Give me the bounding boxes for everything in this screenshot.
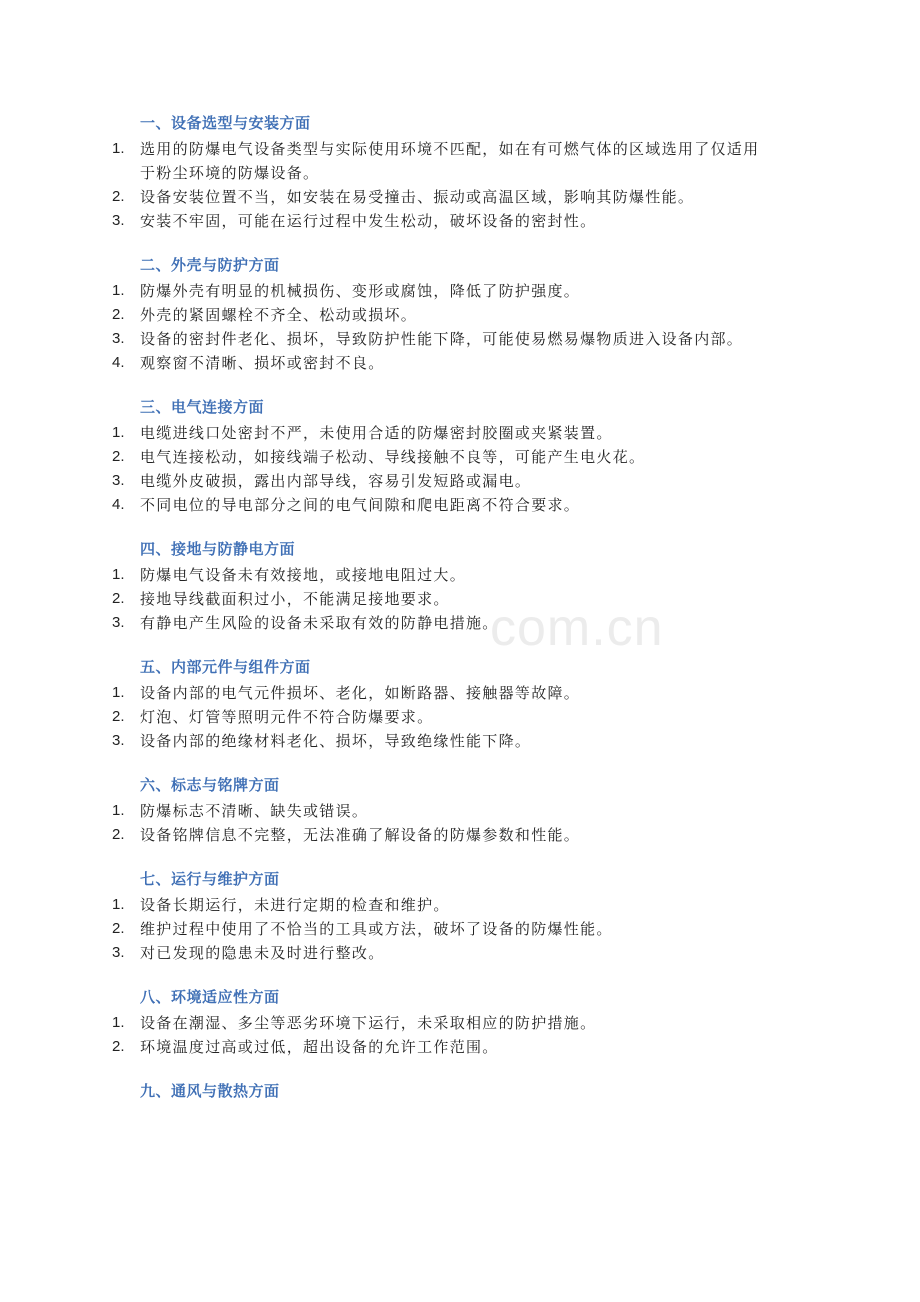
- list-item: [112, 587, 772, 611]
- list-item: [112, 493, 772, 517]
- list-item-text: 防爆标志不清晰、缺失或错误。: [140, 802, 369, 820]
- section-heading: 八、环境适应性方面: [140, 988, 280, 1006]
- list-item-number: 3.: [112, 614, 125, 631]
- section: [112, 657, 772, 753]
- list-item-text: 选用的防爆电气设备类型与实际使用环境不匹配，如在有可燃气体的区域选用了仅适用于粉尘环境的防爆设备。: [140, 140, 760, 182]
- list-item-text: 维护过程中使用了不恰当的工具或方法，破坏了设备的防爆性能。: [140, 920, 613, 938]
- list-item-number: 2.: [112, 826, 125, 843]
- list-item-text: 防爆电气设备未有效接地，或接地电阻过大。: [140, 566, 467, 584]
- list-item: [112, 351, 772, 375]
- list-item-text: 设备长期运行，未进行定期的检查和维护。: [140, 896, 450, 914]
- list-item: [112, 705, 772, 729]
- section: [112, 775, 772, 847]
- section: [112, 869, 772, 965]
- section: [112, 113, 772, 233]
- list-item: [112, 469, 772, 493]
- list-item: [112, 681, 772, 705]
- list-item: [112, 893, 772, 917]
- list-item: [112, 563, 772, 587]
- list-item: [112, 445, 772, 469]
- section-heading: 六、标志与铭牌方面: [140, 776, 280, 794]
- list-item-number: 3.: [112, 212, 125, 229]
- list-item: [112, 729, 772, 753]
- list-item-text: 电缆外皮破损，露出内部导线，容易引发短路或漏电。: [140, 472, 532, 490]
- list-item-text: 设备的密封件老化、损坏，导致防护性能下降，可能使易燃易爆物质进入设备内部。: [140, 330, 744, 348]
- list-item: [112, 823, 772, 847]
- list-item-number: 2.: [112, 306, 125, 323]
- list-item: [112, 279, 772, 303]
- list-item-number: 4.: [112, 496, 125, 513]
- list-item: [112, 209, 772, 233]
- list-item-number: 3.: [112, 732, 125, 749]
- list-item-text: 防爆外壳有明显的机械损伤、变形或腐蚀，降低了防护强度。: [140, 282, 581, 300]
- list-item: [112, 421, 772, 445]
- list-item-text: 设备铭牌信息不完整，无法准确了解设备的防爆参数和性能。: [140, 826, 581, 844]
- list-item-text: 设备在潮湿、多尘等恶劣环境下运行，未采取相应的防护措施。: [140, 1014, 597, 1032]
- list-item-number: 1.: [112, 1014, 125, 1031]
- list-item: [112, 799, 772, 823]
- list-item: [112, 1035, 772, 1059]
- list-item-number: 1.: [112, 802, 125, 819]
- list-item-text: 不同电位的导电部分之间的电气间隙和爬电距离不符合要求。: [140, 496, 581, 514]
- section-heading: 七、运行与维护方面: [140, 870, 280, 888]
- list-item-number: 2.: [112, 1038, 125, 1055]
- section-heading: 四、接地与防静电方面: [140, 540, 296, 558]
- list-item-text: 设备安装位置不当，如安装在易受撞击、振动或高温区域，影响其防爆性能。: [140, 188, 695, 206]
- list-item-text: 安装不牢固，可能在运行过程中发生松动，破坏设备的密封性。: [140, 212, 597, 230]
- list-item-text: 外壳的紧固螺栓不齐全、松动或损坏。: [140, 306, 418, 324]
- section: [112, 539, 772, 635]
- list-item-number: 1.: [112, 282, 125, 299]
- list-item-number: 1.: [112, 684, 125, 701]
- list-item-number: 2.: [112, 188, 125, 205]
- list-item-text: 环境温度过高或过低，超出设备的允许工作范围。: [140, 1038, 499, 1056]
- list-item-text: 有静电产生风险的设备未采取有效的防静电措施。: [140, 614, 499, 632]
- list-item: [112, 917, 772, 941]
- list-item-number: 1.: [112, 424, 125, 441]
- section: [112, 987, 772, 1059]
- section: [112, 1081, 772, 1101]
- list-item-text: 对已发现的隐患未及时进行整改。: [140, 944, 385, 962]
- section-heading: 五、内部元件与组件方面: [140, 658, 311, 676]
- list-item: [112, 303, 772, 327]
- list-item: [112, 137, 772, 185]
- list-item-number: 1.: [112, 566, 125, 583]
- document-content: [112, 113, 772, 1123]
- list-item-text: 设备内部的绝缘材料老化、损坏，导致绝缘性能下降。: [140, 732, 532, 750]
- list-item-number: 2.: [112, 590, 125, 607]
- list-item-text: 接地导线截面积过小，不能满足接地要求。: [140, 590, 450, 608]
- list-item-number: 2.: [112, 448, 125, 465]
- list-item-text: 设备内部的电气元件损坏、老化，如断路器、接触器等故障。: [140, 684, 581, 702]
- list-item: [112, 1011, 772, 1035]
- section: [112, 255, 772, 375]
- list-item: [112, 327, 772, 351]
- list-item-number: 3.: [112, 472, 125, 489]
- section-heading: 九、通风与散热方面: [140, 1082, 280, 1100]
- list-item-number: 3.: [112, 330, 125, 347]
- section-heading: 二、外壳与防护方面: [140, 256, 280, 274]
- list-item-text: 观察窗不清晰、损坏或密封不良。: [140, 354, 385, 372]
- list-item-text: 电缆进线口处密封不严，未使用合适的防爆密封胶圈或夹紧装置。: [140, 424, 613, 442]
- list-item-number: 2.: [112, 708, 125, 725]
- list-item: [112, 185, 772, 209]
- section: [112, 397, 772, 517]
- list-item-number: 1.: [112, 896, 125, 913]
- watermark: com.cn: [490, 599, 664, 657]
- list-item-text: 灯泡、灯管等照明元件不符合防爆要求。: [140, 708, 434, 726]
- section-heading: 一、设备选型与安装方面: [140, 114, 311, 132]
- list-item-number: 4.: [112, 354, 125, 371]
- list-item-number: 1.: [112, 140, 125, 157]
- section-heading: 三、电气连接方面: [140, 398, 265, 416]
- list-item-number: 3.: [112, 944, 125, 961]
- list-item: [112, 941, 772, 965]
- list-item: [112, 611, 772, 635]
- list-item-text: 电气连接松动，如接线端子松动、导线接触不良等，可能产生电火花。: [140, 448, 646, 466]
- list-item-number: 2.: [112, 920, 125, 937]
